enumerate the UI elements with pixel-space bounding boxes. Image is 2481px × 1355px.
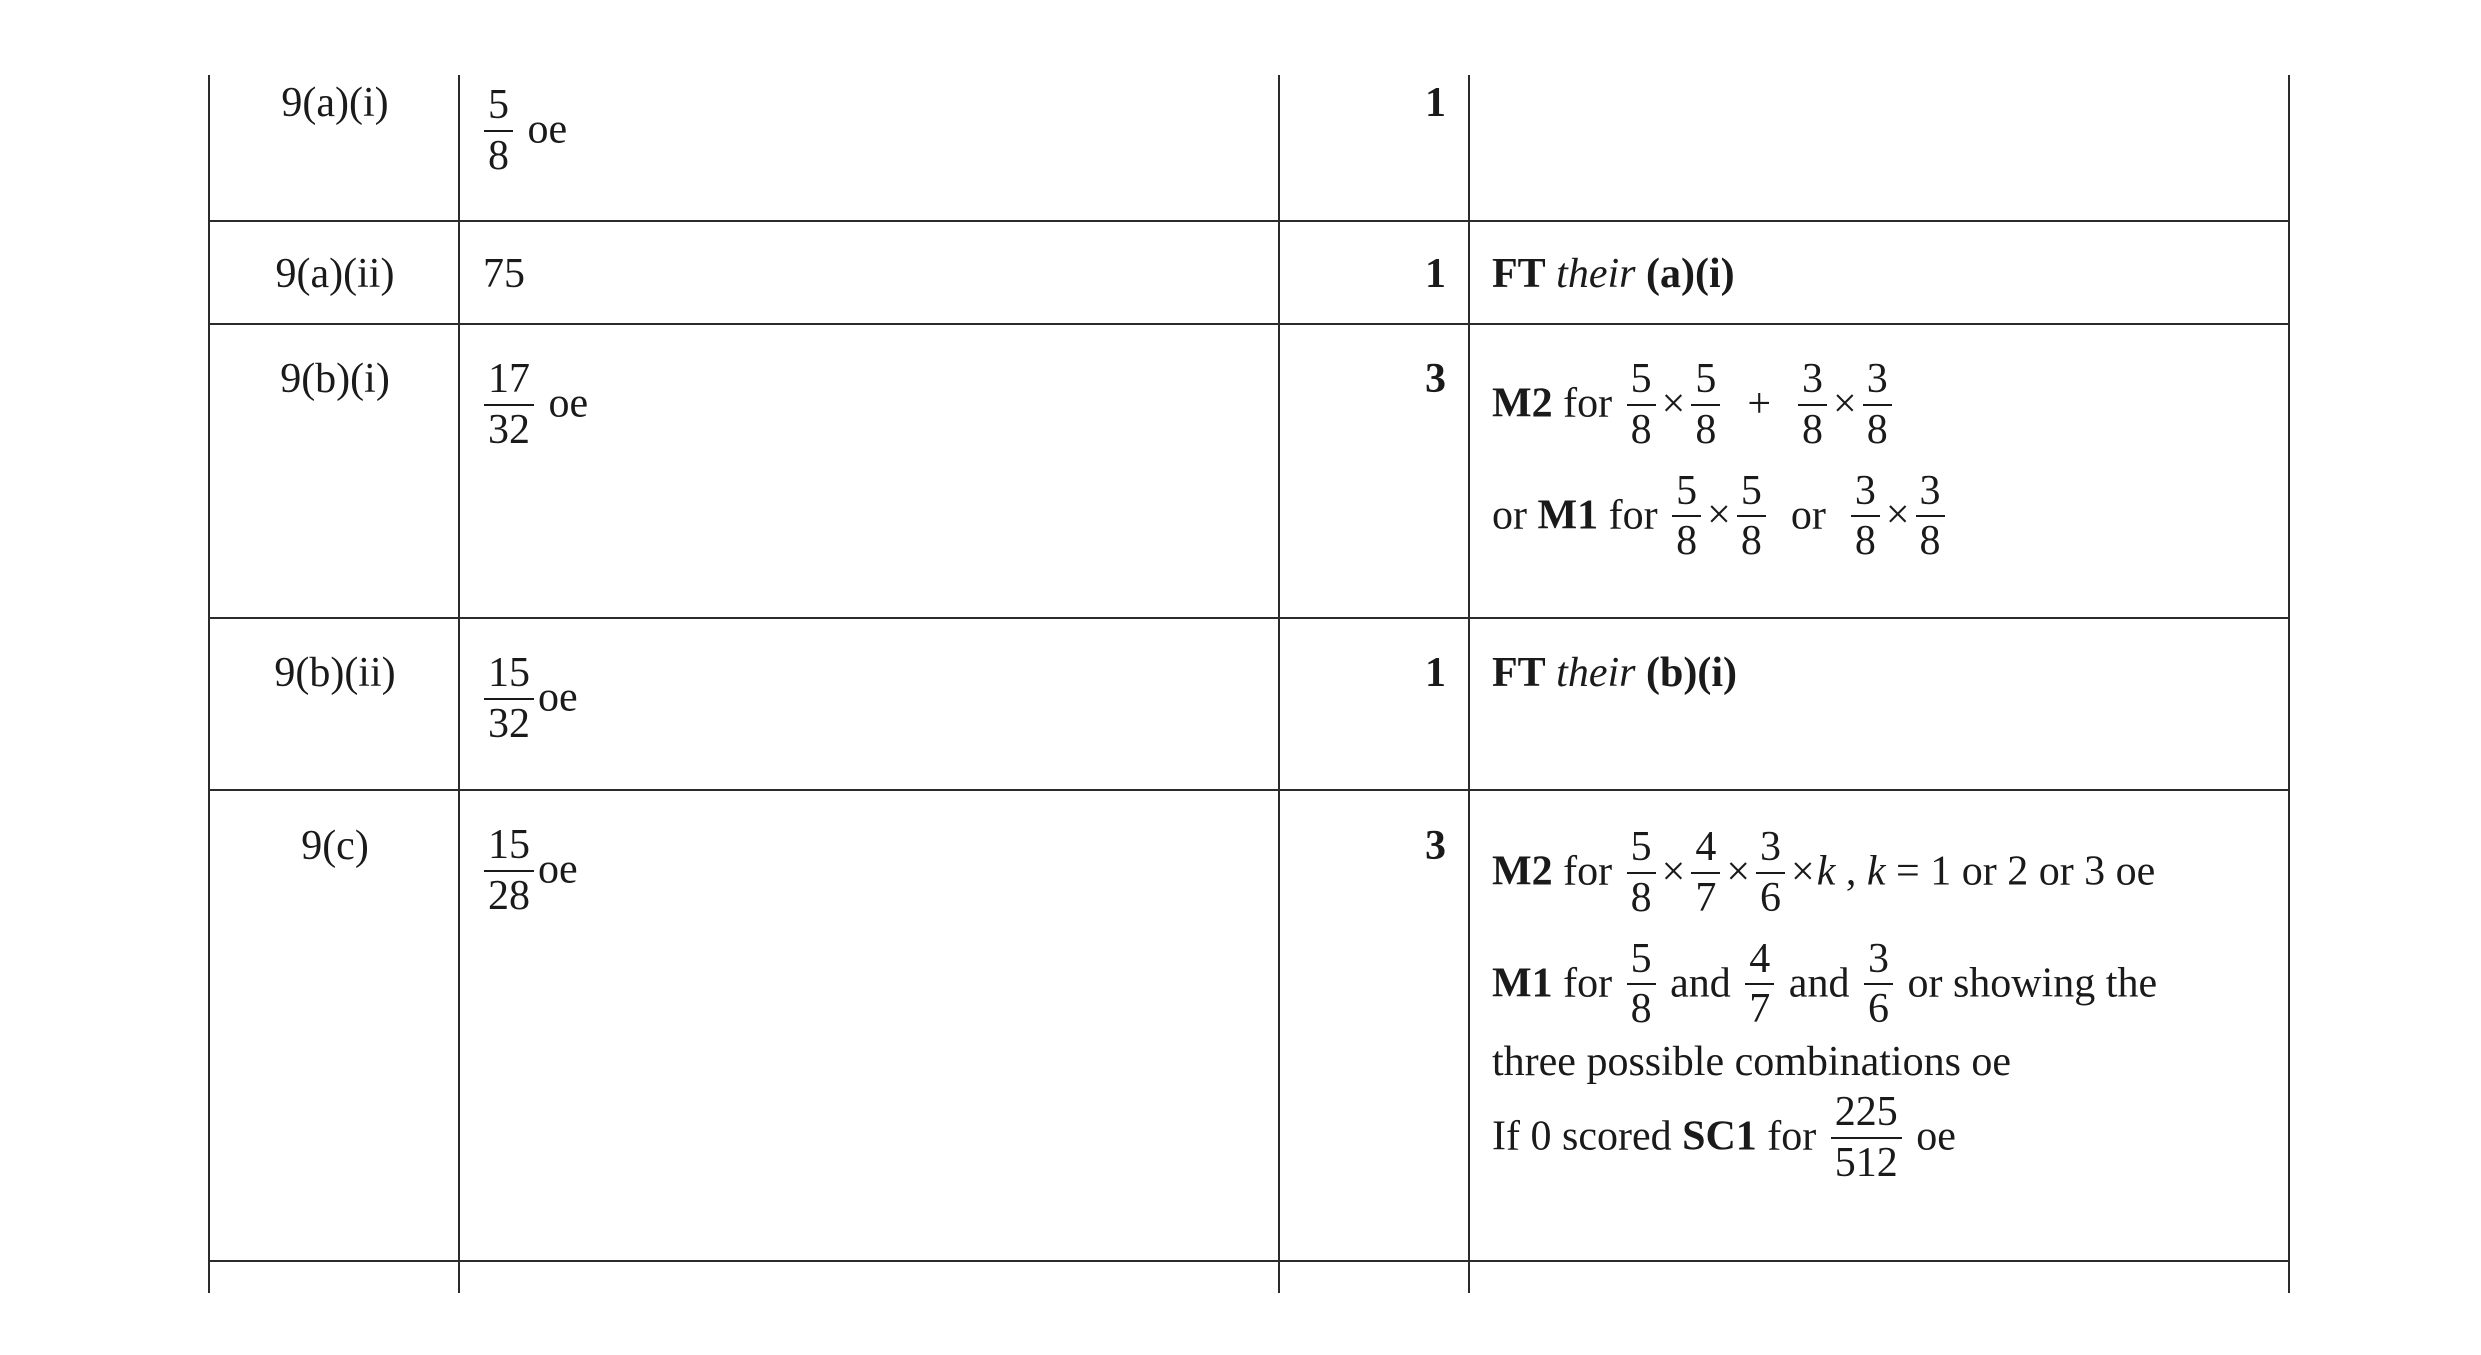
guidance-sc1-line: If 0 scored SC1 for $\frac{225}{512}$ oe — [1492, 1089, 1956, 1187]
guidance-cell — [1492, 824, 2158, 1205]
marks-value: 3 — [1425, 823, 1446, 869]
question-number: 9(b)(ii) — [274, 650, 396, 696]
row-divider — [208, 789, 2290, 791]
guidance-m1-line: M1 for $\frac{5}{8}$ and $\frac{4}{7}$ and $\frac{3}{6}$ or showing the — [1492, 935, 2158, 1033]
row-divider — [208, 1260, 2290, 1262]
answer-fraction: $\frac{15}{28}$ — [484, 824, 534, 918]
column-border-marks-guidance — [1468, 75, 1470, 1293]
marks-value: 1 — [1425, 80, 1446, 126]
answer-suffix: oe — [538, 674, 578, 721]
question-number: 9(a)(ii) — [275, 251, 395, 297]
guidance-m2-line: M2 for $\frac{5}{8}$ × $\frac{5}{8}$ + $\frac{3}{8}$ × $\frac{3}{8}$ — [1492, 360, 1949, 454]
question-number: 9(a)(i) — [281, 80, 389, 126]
row-divider — [208, 220, 2290, 222]
answer-value: 75 — [483, 251, 525, 297]
guidance-m1-line: or M1 for $\frac{5}{8}$ × $\frac{5}{8}$ or $\frac{3}{8}$ × $\frac{3}{8}$ — [1492, 472, 1949, 566]
answer-suffix: oe — [527, 106, 568, 153]
guidance-cell — [1492, 356, 1949, 583]
answer-cell — [480, 82, 568, 180]
answer-suffix: oe — [548, 380, 589, 427]
column-border-right — [2288, 75, 2290, 1293]
guidance-combinations-line: three possible combinations oe — [1492, 1039, 2012, 1086]
question-number: 9(b)(i) — [280, 356, 390, 402]
marks-value: 1 — [1425, 251, 1446, 297]
answer-cell — [480, 650, 578, 748]
guidance-cell: FT their (b)(i) — [1492, 650, 1737, 696]
question-number: 9(c) — [301, 823, 369, 869]
answer-fraction: $\frac{17}{32}$ — [484, 358, 534, 452]
guidance-m2-line: M2 for $\frac{5}{8}$ × $\frac{4}{7}$ × $\frac{3}{6}$ ×k , k = 1 or 2 or 3 oe — [1492, 824, 2156, 921]
marks-value: 3 — [1425, 356, 1446, 402]
answer-cell — [480, 822, 578, 920]
answer-cell — [480, 356, 589, 454]
guidance-cell: FT their (a)(i) — [1492, 251, 1735, 297]
answer-fraction: $\frac{5}{8}$ — [484, 84, 513, 178]
answer-suffix: oe — [538, 846, 578, 893]
row-divider — [208, 617, 2290, 619]
marks-value: 1 — [1425, 650, 1446, 696]
answer-fraction: $\frac{15}{32}$ — [484, 652, 534, 746]
row-divider — [208, 323, 2290, 325]
